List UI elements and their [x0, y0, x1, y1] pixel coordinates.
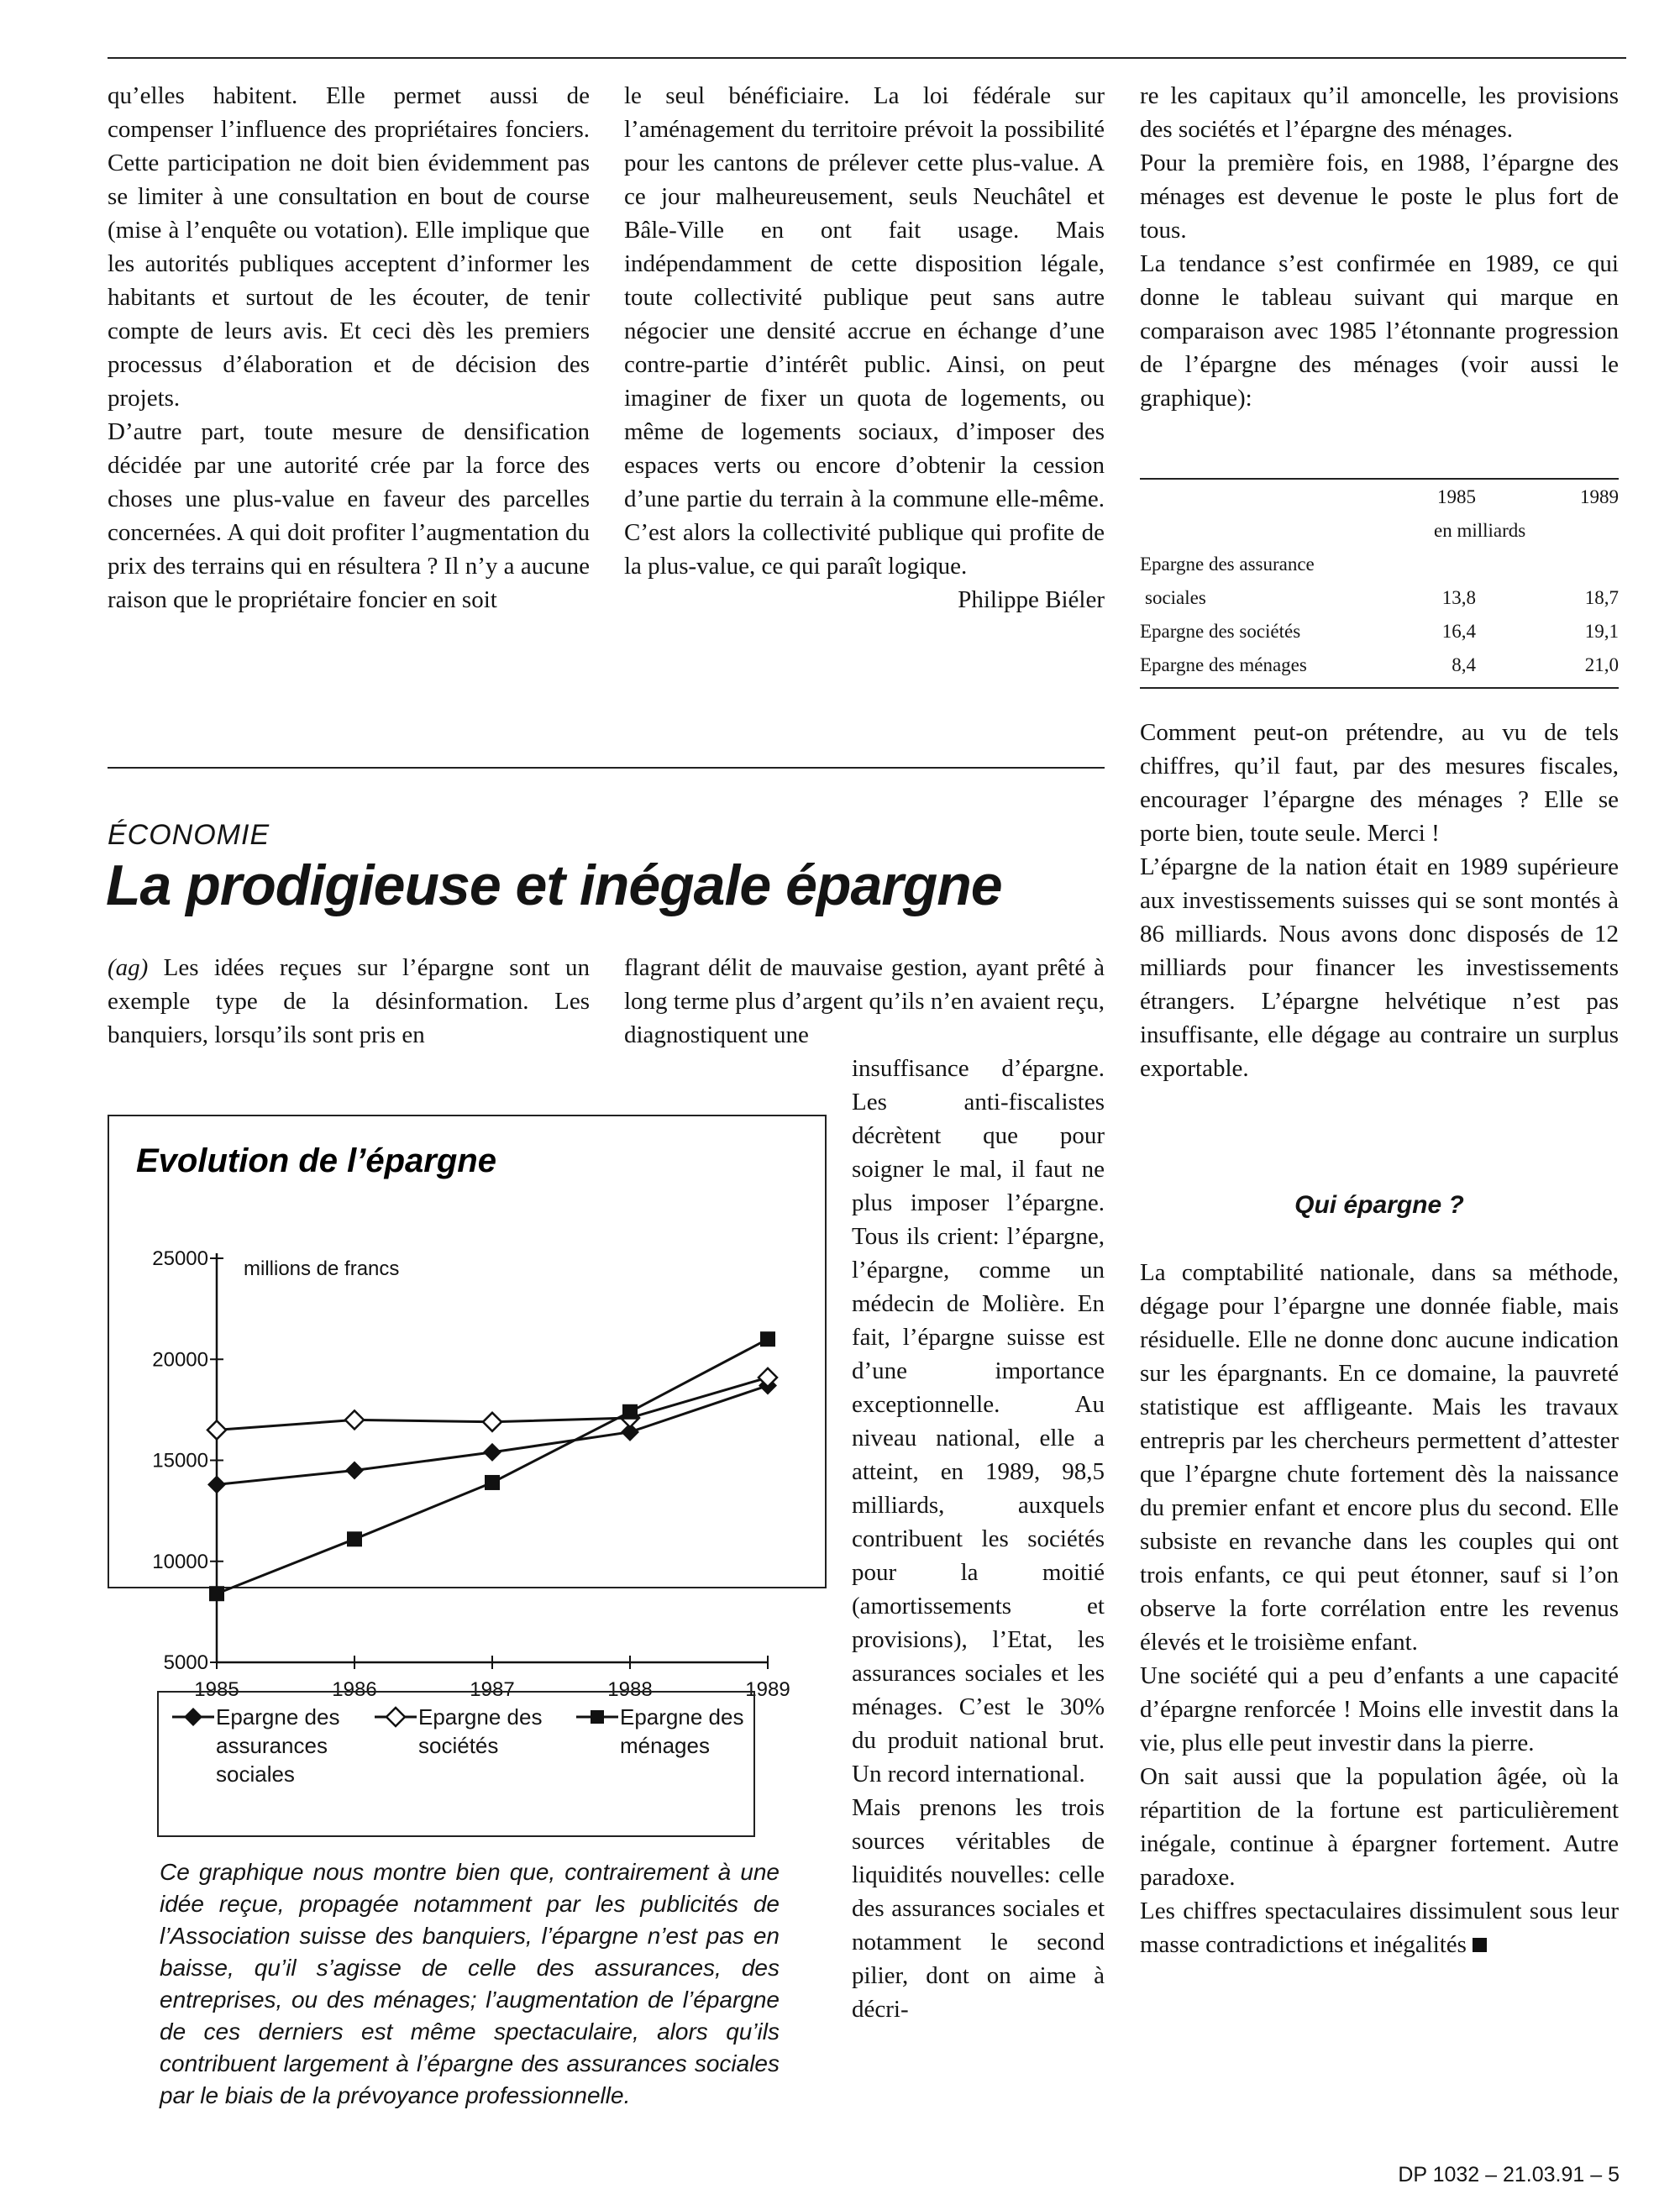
table-header-1985: 1985 — [1437, 486, 1476, 507]
savings-chart — [109, 1116, 825, 1701]
paragraph — [1140, 1894, 1619, 1961]
paragraph: Pour la première fois, en 1988, l’épargne des ménages est devenue le poste le plus fort de tous. — [1140, 150, 1619, 244]
y-tick-label: 20000 — [152, 1348, 208, 1372]
paragraph: qu’elles habitent. Elle permet aussi de compenser l’influence des propriétaires fonciers. Cette participation ne doit bien évidemment pas se limiter à une consultation en bout de course (mise à l’enquête ou votation). Elle implique que les autorités publiques acceptent d’informer les habitants et surtout de les écouter, de tenir compte de leurs avis. Et ceci dès les premiers processus d’élaboration et de décision des projets. — [108, 82, 590, 412]
chart-legend — [157, 1691, 755, 1837]
y-tick-label: 25000 — [152, 1247, 208, 1270]
top-rule — [108, 57, 1626, 59]
series-line — [217, 1339, 768, 1593]
section-kicker: ÉCONOMIE — [108, 819, 270, 851]
paragraph: La tendance s’est confirmée en 1989, ce qui donne le tableau suivant qui marque en comparaison avec 1985 l’étonnante progression de l’épargne des ménages (voir aussi le graphique): — [1140, 250, 1619, 412]
chart-caption: Ce graphique nous montre bien que, contrairement à une idée reçue, propagée notamment par les publicités de l’Association suisse des banquiers, l’épargne n’est pas en baisse, qu’il s’agisse de celle des assurances, des entreprises, ou des ménages; l’augmentation de l’épargne de ces derniers est même spectaculaire, alors qu’ils contribuent largement à l’épargne des assurances sociales par le biais de la prévoyance professionnelle. — [160, 1859, 780, 2108]
subheading: Qui épargne ? — [1294, 1191, 1464, 1219]
paragraph: re les capitaux qu’il amoncelle, les provisions des sociétés et l’épargne des ménages. — [1140, 82, 1619, 143]
author-signature: Philippe Biéler — [958, 586, 1105, 613]
paragraph: (ag) Les idées reçues sur l’épargne sont un exemple type de la désinformation. Les banquiers, lorsqu’ils sont pris en — [108, 954, 590, 1048]
x-tick-label: 1985 — [194, 1678, 239, 1701]
data-point — [209, 1586, 224, 1601]
table-row: Epargne des sociétés 16,4 19,1 — [1140, 621, 1619, 642]
table-top-rule — [1140, 478, 1619, 480]
right-col-intro — [1140, 79, 1619, 415]
table-unit: en milliards — [1434, 520, 1526, 541]
data-point — [345, 1462, 364, 1480]
table-row: sociales 13,8 18,7 — [1145, 587, 1619, 608]
data-point — [760, 1331, 775, 1346]
x-tick-label: 1988 — [607, 1678, 653, 1701]
y-tick-label: 15000 — [152, 1449, 208, 1472]
data-point — [485, 1475, 500, 1490]
article-lead-col-1 — [108, 951, 590, 1052]
table-row: Epargne des ménages 8,4 21,0 — [1140, 654, 1619, 675]
x-tick-label: 1986 — [332, 1678, 377, 1701]
legend-item-societes: Epargne des sociétés — [373, 1703, 544, 1760]
legend-item-assurances: Epargne des assurances sociales — [171, 1703, 342, 1788]
legend-item-menages: Epargne des ménages — [575, 1703, 746, 1760]
paragraph: L’épargne de la nation était en 1989 supérieure aux investissements suisses qui se sont montés à 86 milliards. Nous avons donc disposés de 12 milliards pour financer les investissements étrangers. L’épargne helvétique n’est pas insuffisante, elle dégage au contraire un surplus exportable. — [1140, 853, 1619, 1082]
paragraph: D’autre part, toute mesure de densification décidée par une autorité crée par la force des choses une plus-value en faveur des parcelles concernées. A qui doit profiter l’augmentation du prix des terrains qui en résultera ? Il n’y a aucune raison que le propriétaire foncier en soit — [108, 418, 590, 613]
paragraph: insuffisance d’épargne. Les anti-fiscalistes décrètent que pour soigner le mal, il faut ne plus imposer l’épargne. Tous ils crient: l’épargne, l’épargne, comme un médecin de Molière. En fait, l’épargne suisse est d’une importance exceptionnelle. Au niveau national, elle a atteint, en 1989, 98,5 milliards, auxquels contribuent les sociétés pour la moitié (amortissements et provisions), l’Etat, les assurances sociales et les ménages. C’est le 30% du produit national brut. Un record international. — [852, 1055, 1105, 1787]
table-header-1989: 1989 — [1580, 486, 1619, 507]
paragraph: On sait aussi que la population âgée, où la répartition de la fortune est particulièrement inégale, continue à épargner fortement. Autre paradoxe. — [1140, 1763, 1619, 1891]
top-article-col-1 — [108, 79, 590, 617]
data-point — [622, 1404, 638, 1420]
series-line — [217, 1386, 768, 1485]
x-tick-label: 1989 — [745, 1678, 790, 1701]
paragraph: Comment peut-on prétendre, au vu de tels chiffres, qu’il faut, par des mesures fiscales, encourager l’épargne des ménages ? Elle se porte bien, toute seule. Merci ! — [1140, 719, 1619, 847]
author-initials: (ag) — [108, 954, 149, 981]
chart-title: Evolution de l’épargne — [136, 1142, 496, 1179]
square-filled-icon — [575, 1703, 620, 1731]
paragraph: flagrant délit de mauvaise gestion, ayant prêté à long terme plus d’argent qu’ils n’en avaient reçu, diagnostiquent une — [624, 954, 1105, 1048]
right-col-after-table — [1140, 716, 1619, 1085]
page-footer: DP 1032 – 21.03.91 – 5 — [1398, 2163, 1620, 2186]
end-mark — [1473, 1938, 1487, 1952]
table-bottom-rule — [1140, 687, 1619, 689]
diamond-open-icon — [373, 1703, 418, 1731]
y-axis-label: millions de francs — [244, 1257, 400, 1280]
right-col-bottom — [1140, 1256, 1619, 1961]
data-point — [345, 1410, 364, 1429]
data-point — [207, 1420, 226, 1439]
data-point — [483, 1413, 501, 1431]
paragraph: Mais prenons les trois sources véritables de liquidités nouvelles: celle des assurances sociales et notamment le second pilier, dont on aime à décri- — [852, 1794, 1105, 2023]
article-headline: La prodigieuse et inégale épargne — [106, 853, 1002, 917]
savings-table — [1140, 480, 1619, 682]
top-article-col-2 — [624, 79, 1105, 617]
data-point — [347, 1531, 362, 1546]
data-point — [207, 1475, 226, 1493]
paragraph: le seul bénéficiaire. La loi fédérale sur l’aménagement du territoire prévoit la possibilité pour les cantons de prélever cette plus-value. A ce jour malheureusement, seuls Neuchâtel et Bâle-Ville en ont fait usage. Mais indépendamment de cette disposition légale, toute collectivité publique peut sans autre négocier une densité accrue en échange d’une contre-partie d’intérêt public. Ainsi, on peut imaginer de fixer un quota de logements, ou même de logements sociaux, d’imposer des espaces verts ou encore d’obtenir la cession d’une partie du terrain à la commune elle-même. C’est alors la collectivité publique qui profite de la plus-value, ce qui paraît logique. — [624, 82, 1105, 580]
section-rule — [108, 767, 1105, 769]
x-tick-label: 1987 — [470, 1678, 515, 1701]
article-narrow-col — [852, 1052, 1105, 2026]
diamond-filled-icon — [171, 1703, 216, 1731]
data-point — [483, 1443, 501, 1462]
article-lead-col-2 — [624, 951, 1105, 1052]
closing-text: Les chiffres spectaculaires dissimulent sous leur masse contradictions et inégalités — [1140, 1898, 1619, 1958]
paragraph: La comptabilité nationale, dans sa méthode, dégage pour l’épargne une donnée fiable, mais résiduelle. Elle ne donne donc aucune indication sur les épargnants. En ce domaine, la pauvreté statistique est affligeante. Mais les travaux entrepris par les chercheurs permettent d’attester que l’épargne chute fortement dès la naissance du premier enfant et encore plus du second. Elle subsiste en revanche dans les couples qui ont trois enfants, ce qui peut étonner, sauf si l’on observe la forte corrélation entre les revenus élevés et le troisième enfant. — [1140, 1259, 1619, 1656]
paragraph: Une société qui a peu d’enfants a une capacité d’épargne renforcée ! Moins elle investit dans la vie, plus elle peut investir dans la pierre. — [1140, 1662, 1619, 1756]
y-tick-label: 10000 — [152, 1550, 208, 1573]
table-row: Epargne des assurance — [1140, 554, 1315, 575]
y-tick-label: 5000 — [163, 1651, 208, 1674]
